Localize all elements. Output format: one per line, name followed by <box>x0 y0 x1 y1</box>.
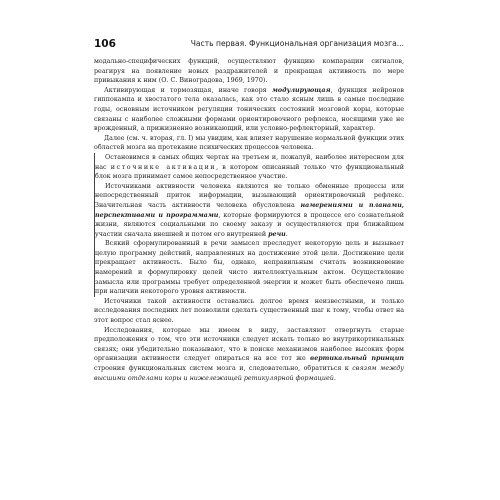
paragraph-5 <box>95 182 404 240</box>
paragraph-2-text-a: Активирующая и тормозящая, иначе говоря <box>104 86 272 94</box>
paragraph-5-text-a: Источниками активности человека являются не только обменные процессы или непосредственный приток информации, вызывающий ориентировочный рефлекс. Значительная часть активности человека обусловлена <box>95 182 404 209</box>
paragraph-5-text-c: , которые формируются в процессе его сознательной жизни, являются социальными по своему заказу и осуществляются при ближайшем участии сначала внешней и потом его внутренней <box>95 211 404 238</box>
emphasis-speech: речи <box>268 230 286 238</box>
paragraph-4 <box>95 153 404 182</box>
marked-block <box>94 153 404 297</box>
paragraph-8-text-a: Исследования, которые мы имеем в виду, заставляют отвергнуть старые предположения о том, что эти источники следует искать только во внутрикортикальных связях; они убедительно показывают, что в поиске механизмов наиболее высоких форм организации активности следует опираться на все тот же <box>94 326 404 363</box>
paragraph-2-text-c: , функция нейронов гиппокампа и хвостатого тела оказалась, как это стало ясным лишь в самые последние годы, основным источником регуляции тонических состояний мозговой коры, которые связаны с наиболее сложными формами ориентировочного рефлекса, носящими уже не врожденный, а прижизненно возникающий, или условно-рефлекторный, характер. <box>94 86 404 133</box>
paragraph-1 <box>94 57 404 86</box>
paragraph-6 <box>95 239 404 297</box>
paragraph-5-text-e: . <box>285 230 288 238</box>
page-header <box>94 38 404 50</box>
paragraph-8-text-e: . <box>333 374 336 382</box>
paragraph-4-text-a: Остановимся в самых общих чертах на третьем и, пожалуй, наиболее интересном для нас <box>95 153 404 171</box>
emphasis-vertical-principle: вертикальный принцип <box>310 355 404 363</box>
paragraph-1-text: модально-специфических функций, осуществляют функцию компарации сигналов, реагируя на появление новых раздражителей и прекращая активность по мере привыкания к ним (О. С. Виноградова, 1969, 1970). <box>94 58 404 85</box>
paragraph-2 <box>94 86 404 134</box>
paragraph-7-text: Источники такой активности оставались долгое время неизвестными, и только исследования последних лет позволили сделать существенный шаг к тому, чтобы ответ на этот вопрос стал яснее. <box>94 297 404 325</box>
spaced-emphasis-activation-source: источнике активации <box>110 163 217 171</box>
running-head: Часть первая. Функциональная организация мозга... <box>190 39 404 48</box>
paragraph-3-text: Далее (см. ч. вторая, гл. I) мы увидим, как влияет нарушение нормальной функции этих областей мозга на протекание психических процессов человека. <box>94 134 404 152</box>
paragraph-7 <box>94 297 404 326</box>
paragraph-8 <box>94 326 404 384</box>
body-text <box>94 57 404 383</box>
paragraph-8-text-c: строения функциональных систем мозга и, следовательно, обратиться к <box>94 365 353 372</box>
page-number: 106 <box>94 38 116 50</box>
paragraph-4-text-c: , в котором описанный только что функциональный блок мозга принимает самое непосредственное участие. <box>95 163 404 181</box>
emphasis-modulating: модулирующая <box>271 86 331 94</box>
paragraph-6-text: Всякий сформулированный в речи замысел преследует некоторую цель и вызывает целую программу действий, направленных на достижение этой цели. Достижение цели прекращает активность. Было бы, однако, неправильным считать возникновение намерений и формулировку целей чисто интеллектуальным актом. Осуществление замысла или программы требует определенной энергии и может быть обеспечено лишь при наличии некоторого уровня активности. <box>95 240 404 296</box>
paragraph-3 <box>94 134 404 153</box>
emphasis-cortex-reticular-links: связям между высшими отделами коры и нижележащей ретикулярной формацией <box>94 365 404 382</box>
emphasis-intentions-plans: намерениями и планами, перспективами и программами <box>95 201 405 219</box>
